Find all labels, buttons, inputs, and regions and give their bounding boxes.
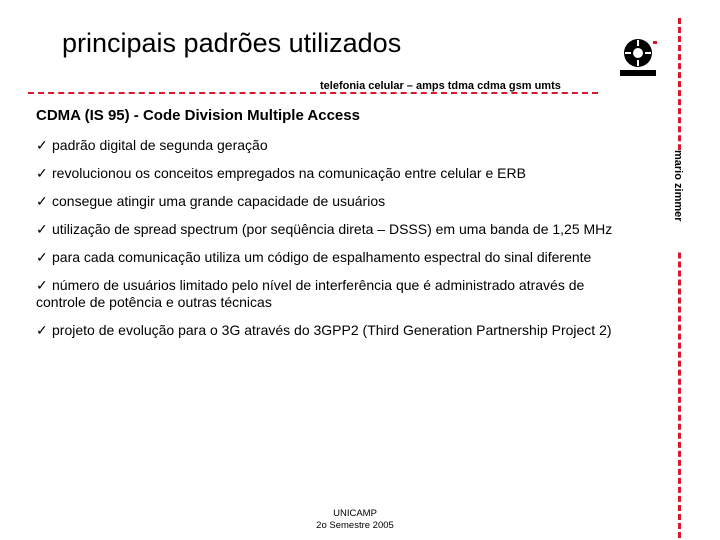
- list-item: ✓ número de usuários limitado pelo nível de interferência que é administrado através de controle de potência e outras técnicas: [36, 277, 585, 310]
- slide-title: principais padrões utilizados: [62, 28, 402, 58]
- checkmark-icon: ✓: [36, 221, 48, 237]
- checkmark-icon: ✓: [36, 137, 48, 153]
- list-item: ✓ consegue atingir uma grande capacidade de usuários: [36, 193, 386, 209]
- topic-divider: [28, 92, 598, 94]
- footer-semester: 2o Semestre 2005: [316, 520, 394, 531]
- author-label: mario zimmer: [672, 150, 684, 222]
- vertical-divider: [678, 18, 681, 538]
- section-heading: CDMA (IS 95) - Code Division Multiple Access: [36, 107, 360, 124]
- bullet-list: [36, 137, 636, 339]
- footer: [300, 508, 410, 532]
- checkmark-icon: ✓: [36, 249, 48, 265]
- list-item: ✓ utilização de spread spectrum (por seqüência direta – DSSS) em uma banda de 1,25 MHz: [36, 221, 613, 237]
- checkmark-icon: ✓: [36, 193, 48, 209]
- author-label-container: [668, 150, 688, 250]
- list-item: ✓ para cada comunicação utiliza um código de espalhamento espectral do sinal diferente: [36, 249, 592, 265]
- list-item: ✓ padrão digital de segunda geração: [36, 137, 268, 153]
- checkmark-icon: ✓: [36, 322, 48, 338]
- unicamp-logo: [618, 36, 666, 80]
- topic-label: telefonia celular – amps tdma cdma gsm umts: [320, 80, 561, 92]
- list-item: ✓ revolucionou os conceitos empregados na comunicação entre celular e ERB: [36, 165, 526, 181]
- list-item: ✓ projeto de evolução para o 3G através do 3GPP2 (Third Generation Partnership Project 2): [36, 322, 612, 338]
- checkmark-icon: ✓: [36, 165, 48, 181]
- checkmark-icon: ✓: [36, 277, 48, 293]
- footer-institution: UNICAMP: [333, 508, 377, 519]
